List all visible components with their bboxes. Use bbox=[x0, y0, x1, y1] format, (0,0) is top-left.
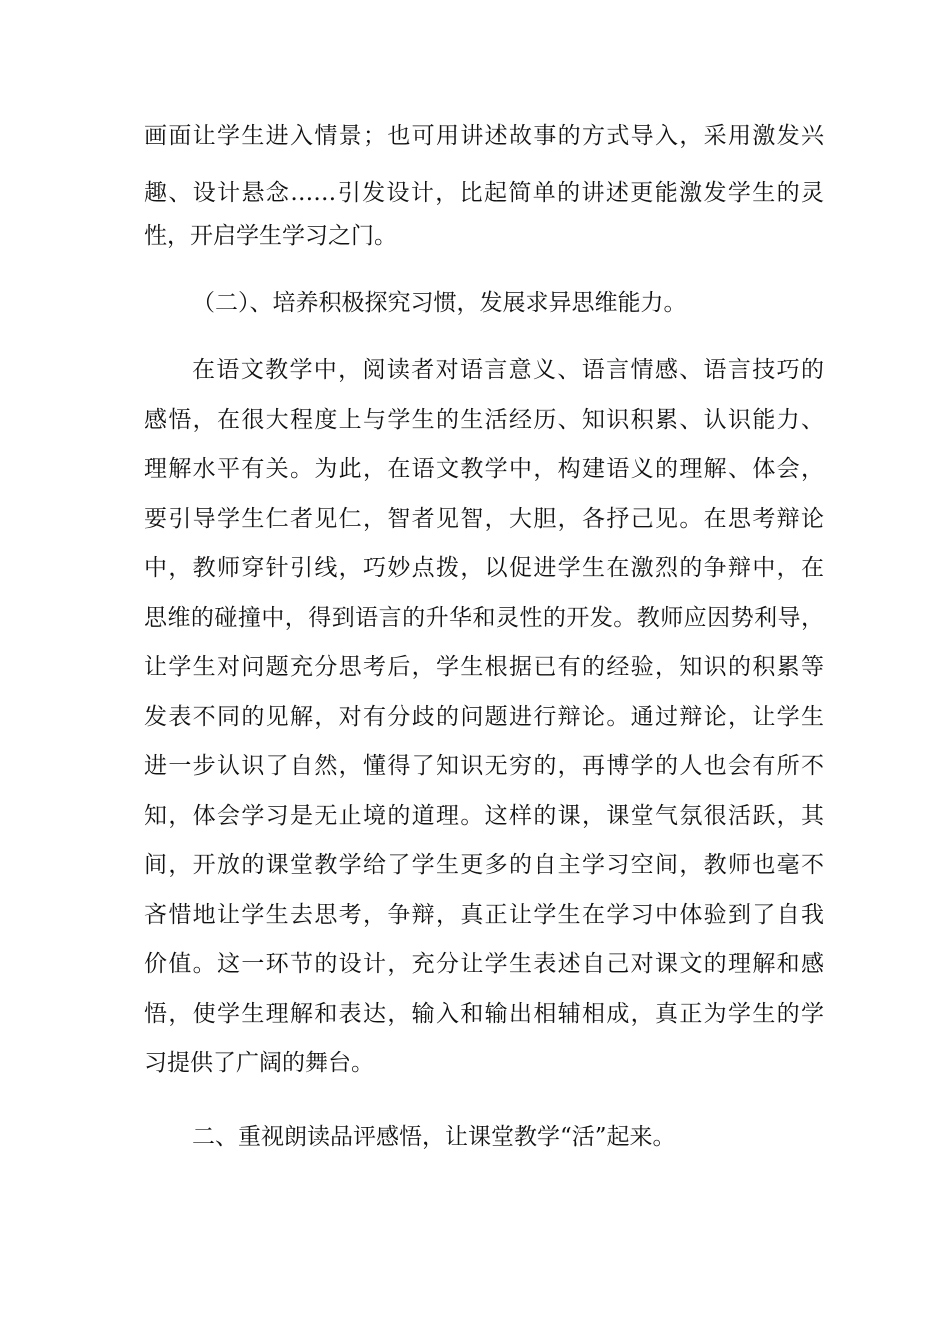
body-paragraph-line: 悟，使学生理解和表达，输入和输出相辅相成，真正为学生的学 bbox=[144, 1001, 824, 1027]
body-paragraph-line: 进一步认识了自然，懂得了知识无穷的，再博学的人也会有所不 bbox=[144, 753, 824, 779]
body-paragraph-line: 感悟，在很大程度上与学生的生活经历、知识积累、认识能力、 bbox=[144, 407, 824, 433]
subheading: （二）、培养积极探究习惯，发展求异思维能力。 bbox=[192, 290, 687, 316]
paragraph-continuation-line: 趣、设计悬念……引发设计，比起简单的讲述更能激发学生的灵 bbox=[144, 180, 824, 206]
body-paragraph-line: 发表不同的见解，对有分歧的问题进行辩论。通过辩论，让学生 bbox=[144, 704, 824, 730]
body-paragraph-line: 知，体会学习是无止境的道理。这样的课，课堂气氛很活跃，其 bbox=[144, 803, 824, 829]
paragraph-continuation-line: 画面让学生进入情景；也可用讲述故事的方式导入，采用激发兴 bbox=[144, 123, 824, 149]
body-paragraph-line: 让学生对问题充分思考后，学生根据已有的经验，知识的积累等 bbox=[144, 654, 824, 680]
body-paragraph-line: 在语文教学中，阅读者对语言意义、语言情感、语言技巧的 bbox=[192, 357, 824, 383]
body-paragraph-line: 习提供了广阔的舞台。 bbox=[144, 1050, 374, 1076]
body-paragraph-line: 吝惜地让学生去思考，争辩，真正让学生在学习中体验到了自我 bbox=[144, 902, 824, 928]
section-heading: 二、重视朗读品评感悟，让课堂教学“活”起来。 bbox=[192, 1124, 676, 1150]
body-paragraph-line: 要引导学生仁者见仁，智者见智，大胆，各抒己见。在思考辩论 bbox=[144, 506, 824, 532]
body-paragraph-line: 理解水平有关。为此，在语文教学中，构建语义的理解、体会， bbox=[144, 456, 824, 482]
body-paragraph-line: 价值。这一环节的设计，充分让学生表述自己对课文的理解和感 bbox=[144, 951, 824, 977]
paragraph-continuation-line: 性，开启学生学习之门。 bbox=[144, 223, 397, 249]
body-paragraph-line: 中，教师穿针引线，巧妙点拨，以促进学生在激烈的争辩中，在 bbox=[144, 555, 824, 581]
body-paragraph-line: 间，开放的课堂教学给了学生更多的自主学习空间，教师也毫不 bbox=[144, 852, 824, 878]
body-paragraph-line: 思维的碰撞中，得到语言的升华和灵性的开发。教师应因势利导， bbox=[144, 605, 824, 631]
